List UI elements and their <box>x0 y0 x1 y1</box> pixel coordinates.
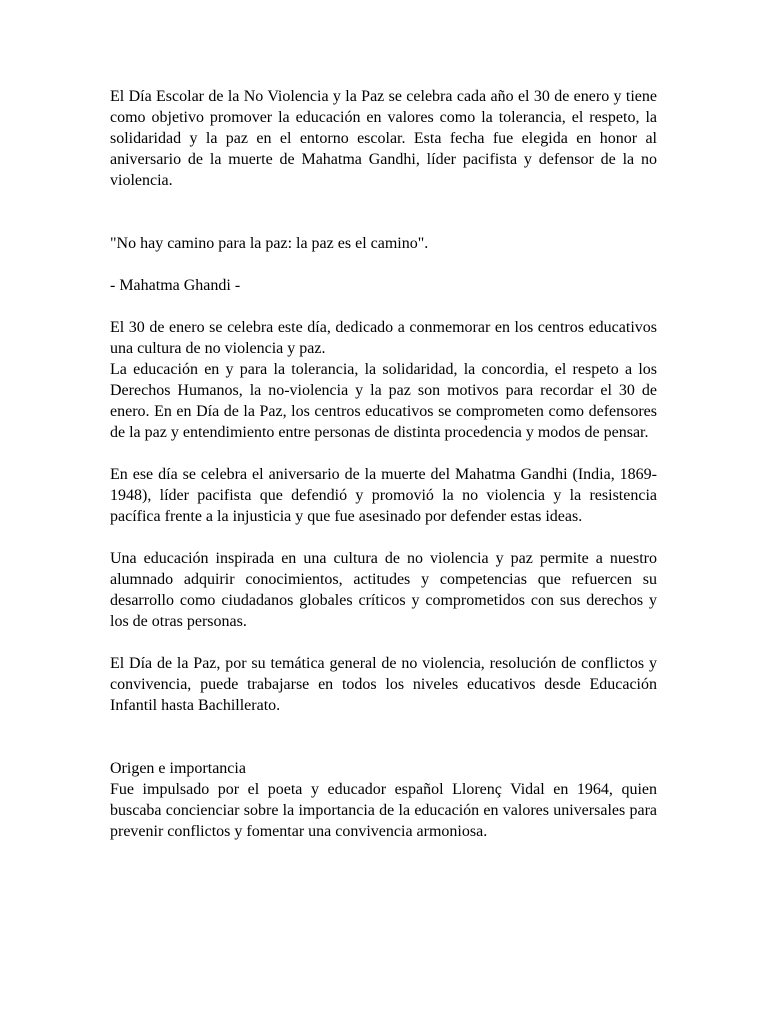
spacer <box>110 443 657 464</box>
document-page <box>110 86 657 842</box>
origin-paragraph: Fue impulsado por el poeta y educador español Llorenç Vidal en 1964, quien buscaba concienciar sobre la importancia de la educación en valores universales para prevenir conflictos y fomentar una convivencia armoniosa. <box>110 781 657 840</box>
spacer <box>110 191 657 233</box>
intro-paragraph: El Día Escolar de la No Violencia y la Paz se celebra cada año el 30 de enero y tiene como objetivo promover la educación en valores como la tolerancia, el respeto, la solidaridad y la paz en el entorno escolar. Esta fecha fue elegida en honor al aniversario de la muerte de Mahatma Gandhi, líder pacifista y defensor de la no violencia. <box>110 88 657 189</box>
education-paragraph: La educación en y para la tolerancia, la solidaridad, la concordia, el respeto a los Derechos Humanos, la no-violencia y la paz son motivos para recordar el 30 de enero. En en Día de la Paz, los centros educativos se comprometen como defensores de la paz y entendimiento entre personas de distinta procedencia y modos de pensar. <box>110 361 657 441</box>
spacer <box>110 296 657 317</box>
quote-author: - Mahatma Ghandi - <box>110 277 241 294</box>
culture-paragraph: Una educación inspirada en una cultura de no violencia y paz permite a nuestro alumnado adquirir conocimientos, actitudes y competencias que refuercen su desarrollo como ciudadanos globales críticos y comprometidos con sus derechos y los de otras personas. <box>110 550 657 630</box>
levels-paragraph: El Día de la Paz, por su temática general de no violencia, resolución de conflictos y convivencia, puede trabajarse en todos los niveles educativos desde Educación Infantil hasta Bachillerato. <box>110 655 657 714</box>
section-heading: Origen e importancia <box>110 760 246 777</box>
date-paragraph: El 30 de enero se celebra este día, dedicado a conmemorar en los centros educativos una cultura de no violencia y paz. <box>110 319 657 357</box>
spacer <box>110 254 657 275</box>
gandhi-paragraph: En ese día se celebra el aniversario de la muerte del Mahatma Gandhi (India, 1869-1948), líder pacifista que defendió y promovió la no violencia y la resistencia pacífica frente a la injusticia y que fue asesinado por defender estas ideas. <box>110 466 657 525</box>
spacer <box>110 527 657 548</box>
spacer <box>110 632 657 653</box>
quote-text: "No hay camino para la paz: la paz es el camino". <box>110 235 429 252</box>
spacer <box>110 716 657 758</box>
